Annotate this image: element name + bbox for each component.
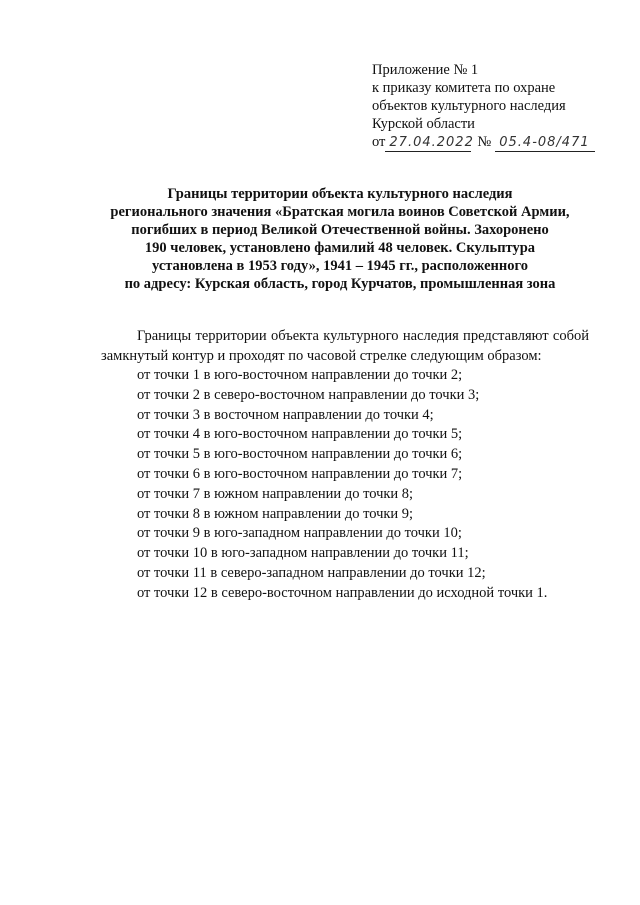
order-date: 27.04.2022 [385,135,471,152]
list-item: от точки 1 в юго-восточном направлении до точки 2; [137,367,463,383]
title-line: по адресу: Курская область, город Курчатов, промышленная зона [124,276,556,292]
appendix-region-line: Курской области [372,116,475,132]
title-line: регионального значения «Братская могила воинов Советской Армии, [110,204,570,220]
title-line: погибших в период Великой Отечественной войны. Захоронено [131,222,549,238]
number-sign: № [477,134,492,150]
list-item: от точки 2 в северо-восточном направлении до точки 3; [137,386,480,403]
title-line: установлена в 1953 году», 1941 – 1945 гг., расположенного [152,258,528,274]
list-item: от точки 8 в южном направлении до точки 9; [137,505,414,522]
appendix-title: Приложение № 1 [372,62,479,78]
document-body [101,326,589,604]
list-item: от точки 4 в юго-восточном направлении до точки 5; [137,426,463,443]
order-date-number-line [372,133,595,152]
list-item: от точки 7 в южном направлении до точки 8; [137,485,414,502]
order-number: 05.4-08/471 [495,135,595,152]
title-line: 190 человек, установлено фамилий 48 человек. Скульптура [144,240,536,256]
intro-paragraph: Границы территории объекта культурного наследия представляют собой замкнутый контур и проходят по часовой стрелке следующим образом: [101,328,589,364]
appendix-order-line: к приказу комитета по охране [372,80,556,96]
list-item: от точки 10 в юго-западном направлении до точки 11; [137,545,469,562]
list-item: от точки 9 в юго-западном направлении до точки 10; [137,525,462,542]
list-item: от точки 6 в юго-восточном направлении до точки 7; [137,465,463,482]
list-item: от точки 5 в юго-восточном направлении до точки 6; [137,446,463,463]
boundary-points-list [101,366,589,604]
appendix-header [372,61,595,152]
list-item: от точки 3 в восточном направлении до точки 4; [137,406,434,423]
date-prefix: от [372,134,386,150]
appendix-committee-line: объектов культурного наследия [372,98,566,114]
document-title [60,185,620,293]
list-item: от точки 12 в северо-восточном направлении до исходной точки 1. [137,584,548,601]
title-line: Границы территории объекта культурного наследия [167,186,513,202]
list-item: от точки 11 в северо-западном направлении до точки 12; [137,564,486,581]
